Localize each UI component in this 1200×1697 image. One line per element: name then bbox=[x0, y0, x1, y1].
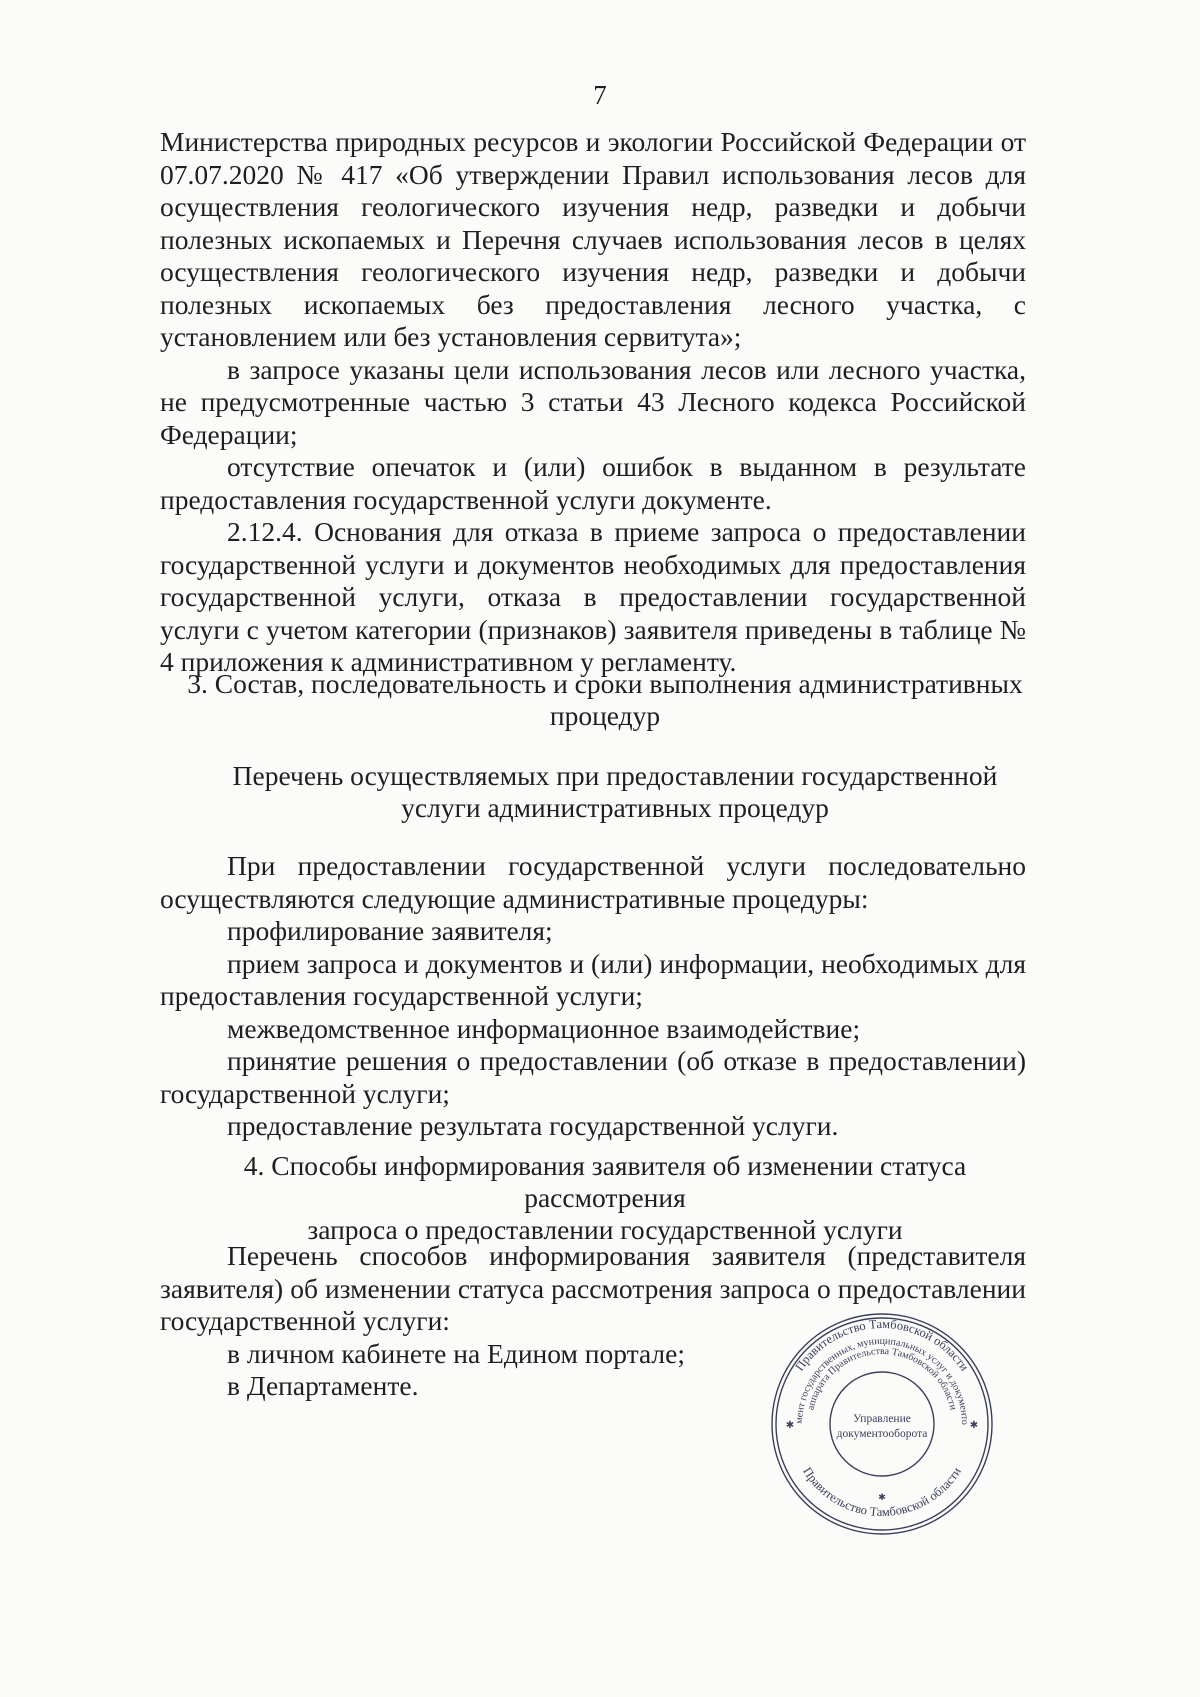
seal-outer-text-bottom: Правительство Тамбовской области bbox=[800, 1464, 964, 1520]
section-title-line: 3. Состав, последовательность и сроки выполнения административных bbox=[187, 668, 1023, 699]
seal-icon bbox=[768, 1310, 996, 1538]
list-item: в Департаменте. bbox=[227, 1370, 419, 1401]
text-block-2 bbox=[160, 850, 1026, 1143]
section-title-line: запроса о предоставлении государственной услуги bbox=[307, 1214, 903, 1245]
subtitle-line: услуги административных процедур bbox=[401, 792, 829, 823]
seal-center-line-1: Управление bbox=[853, 1413, 911, 1425]
list-item: предоставление результата государственной услуги. bbox=[227, 1110, 839, 1141]
list-item: профилирование заявителя; bbox=[227, 915, 553, 946]
section-title-line: 4. Способы информирования заявителя об изменении статуса рассмотрения bbox=[243, 1150, 967, 1213]
page-number: 7 bbox=[593, 80, 607, 110]
paragraph: Министерства природных ресурсов и экологии Российской Федерации от 07.07.2020 № 417 «Об утверждении Правил использования лесов для осуществления геологического изучения недр, разведки и добычи полезных ископаемых и Перечня случаев использования лесов в целях осуществления геологического изучения недр, разведки и добычи полезных ископаемых без предоставления лесного участка, с установлением или без установления сервитута»; bbox=[160, 126, 1026, 352]
seal-star-right: ✱ bbox=[969, 1420, 979, 1431]
list-item: в личном кабинете на Едином портале; bbox=[227, 1337, 685, 1369]
subtitle-line: Перечень осуществляемых при предоставлении государственной bbox=[232, 760, 998, 791]
paragraph: 2.12.4. Основания для отказа в приеме запроса о предоставлении государственной услуги и документов необходимых для предоставления государственной услуги, отказа в предоставлении государственной услуги с учетом категории (признаков) заявителя приведены в таблице № 4 приложения к административном у регламенту. bbox=[160, 516, 1026, 677]
section-4-heading bbox=[170, 1150, 1040, 1246]
section-3-heading bbox=[170, 668, 1040, 732]
section-title-line: процедур bbox=[549, 700, 661, 731]
seal-inner-text: аппарата Правительства Тамбовской области bbox=[805, 1345, 959, 1412]
paragraph: отсутствие опечаток и (или) ошибок в выданном в результате предоставления государственной услуги документе. bbox=[160, 451, 1026, 515]
paragraph: в запросе указаны цели использования лесов или лесного участка, не предусмотренные частью 3 статьи 43 Лесного кодекса Российской Федерации; bbox=[160, 353, 1026, 450]
list-item: принятие решения о предоставлении (об отказе в предоставлении) государственной услуги; bbox=[160, 1045, 1026, 1109]
list-item: межведомственное информационное взаимодействие; bbox=[227, 1012, 861, 1044]
seal-middle-text: мент государственных, муниципальных услуг и документо bbox=[793, 1335, 971, 1425]
seal-star-left: ✱ bbox=[785, 1420, 795, 1431]
seal-star-bottom: ✱ bbox=[878, 1492, 886, 1502]
section-3-subheading bbox=[200, 760, 1030, 824]
seal-center-line-2: документооборота bbox=[836, 1428, 928, 1440]
official-seal-stamp bbox=[768, 1310, 996, 1538]
seal-outer-text: Правительство Тамбовской области bbox=[792, 1316, 972, 1374]
list-item: прием запроса и документов и (или) информации, необходимых для предоставления государственной услуги; bbox=[160, 947, 1026, 1011]
text-block-1 bbox=[160, 126, 1026, 679]
paragraph: При предоставлении государственной услуги последовательно осуществляются следующие административные процедуры: bbox=[160, 850, 1026, 914]
paragraph: Перечень способов информирования заявителя (представителя заявителя) об изменении статуса рассмотрения запроса о предоставлении государственной услуги: bbox=[160, 1240, 1026, 1336]
